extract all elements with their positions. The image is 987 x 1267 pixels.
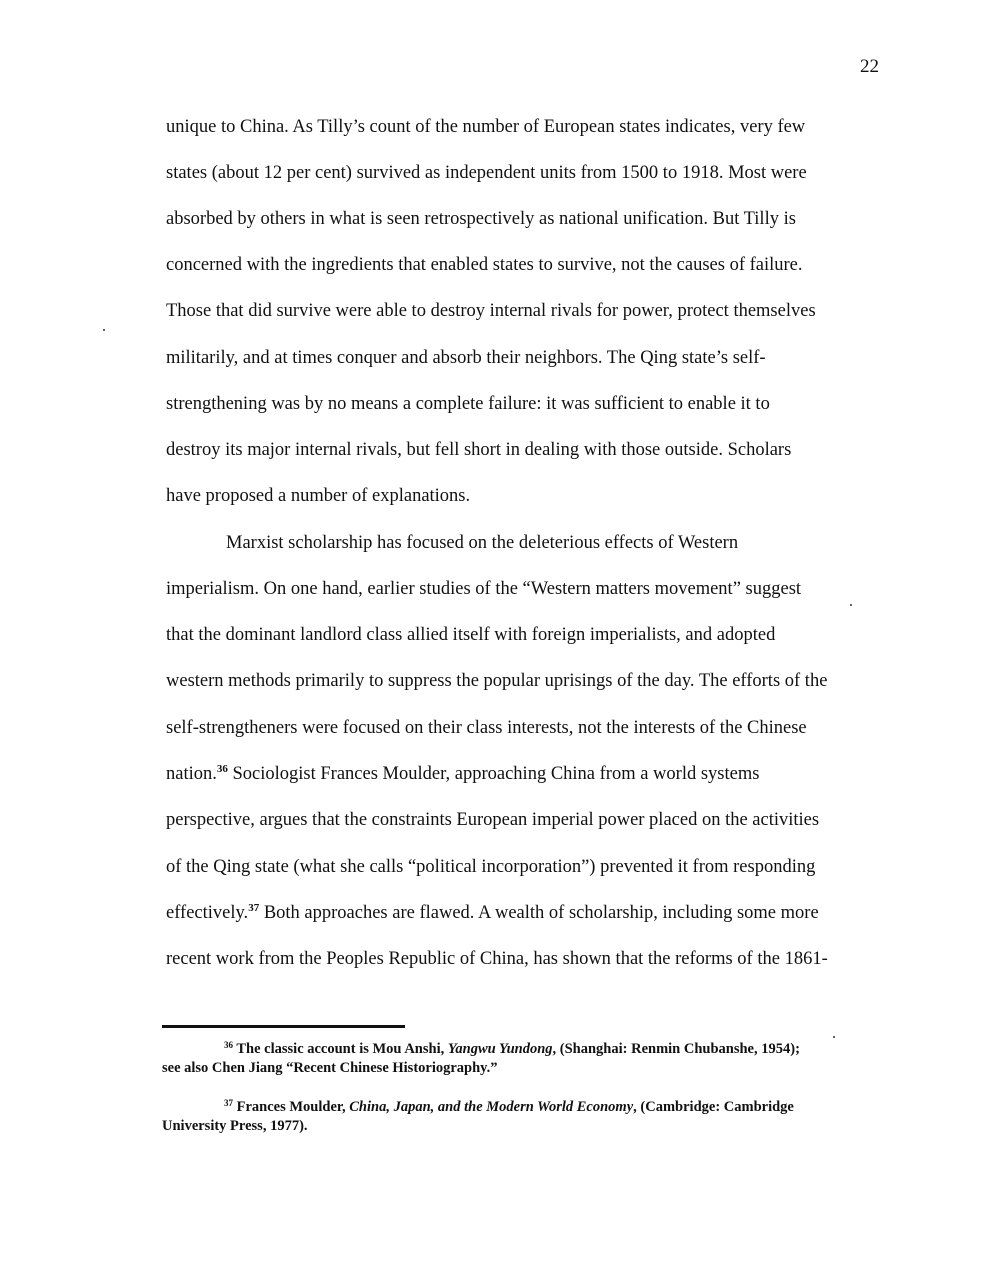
footnote-title: China, Japan, and the Modern World Economy <box>349 1099 634 1115</box>
line-text: nation. <box>166 764 217 784</box>
footnote-text: The classic account is Mou Anshi, <box>233 1041 448 1057</box>
body-line: imperialism. On one hand, earlier studies of the “Western matters movement” suggest <box>166 579 802 599</box>
scan-speck <box>850 604 852 606</box>
body-line: recent work from the Peoples Republic of China, has shown that the reforms of the 1861- <box>166 949 828 969</box>
footnote-36 <box>224 1040 800 1058</box>
body-line: destroy its major internal rivals, but fell short in dealing with those outside. Scholars <box>166 440 792 460</box>
body-line: militarily, and at times conquer and absorb their neighbors. The Qing state’s self- <box>166 348 766 368</box>
body-line: strengthening was by no means a complete failure: it was sufficient to enable it to <box>166 394 770 414</box>
footnote-ref-36: 36 <box>216 763 228 775</box>
body-line: states (about 12 per cent) survived as independent units from 1500 to 1918. Most were <box>166 163 807 183</box>
body-line: perspective, argues that the constraints European imperial power placed on the activities <box>166 810 820 830</box>
body-line <box>166 901 819 925</box>
footnote-ref-37: 37 <box>248 902 260 914</box>
body-line: of the Qing state (what she calls “political incorporation”) prevented it from responding <box>166 857 816 877</box>
body-line: self-strengtheners were focused on their class interests, not the interests of the Chinese <box>166 718 807 738</box>
footnote-text: , (Cambridge: Cambridge <box>633 1099 794 1115</box>
footnote-separator <box>162 1025 405 1028</box>
footnote-37-cont: University Press, 1977). <box>162 1118 308 1134</box>
line-text: effectively. <box>166 903 249 923</box>
footnote-text: , (Shanghai: Renmin Chubanshe, 1954); <box>552 1041 800 1057</box>
footnote-title: Yangwu Yundong <box>447 1041 553 1057</box>
page-number: 22 <box>860 56 879 77</box>
line-text: Both approaches are flawed. A wealth of scholarship, including some more <box>259 903 819 923</box>
paragraph-start-line: Marxist scholarship has focused on the deleterious effects of Western <box>226 533 739 553</box>
body-line: western methods primarily to suppress the popular uprisings of the day. The efforts of the <box>166 671 828 691</box>
body-line <box>166 762 759 786</box>
footnote-number: 36 <box>224 1040 233 1050</box>
scan-speck <box>103 329 105 331</box>
body-line: Those that did survive were able to destroy internal rivals for power, protect themselves <box>166 301 816 321</box>
footnote-text: Frances Moulder, <box>233 1099 350 1115</box>
body-line: absorbed by others in what is seen retrospectively as national unification. But Tilly is <box>166 209 796 229</box>
body-line: have proposed a number of explanations. <box>166 486 471 506</box>
body-line: unique to China. As Tilly’s count of the number of European states indicates, very few <box>166 117 806 137</box>
line-text: Sociologist Frances Moulder, approaching China from a world systems <box>227 764 760 784</box>
footnote-number: 37 <box>224 1098 233 1108</box>
footnote-37 <box>224 1098 794 1116</box>
body-line: that the dominant landlord class allied itself with foreign imperialists, and adopted <box>166 625 776 645</box>
footnote-36-cont: see also Chen Jiang “Recent Chinese Historiography.” <box>162 1060 498 1076</box>
scan-speck <box>833 1036 835 1038</box>
body-line: concerned with the ingredients that enabled states to survive, not the causes of failure. <box>166 255 803 275</box>
